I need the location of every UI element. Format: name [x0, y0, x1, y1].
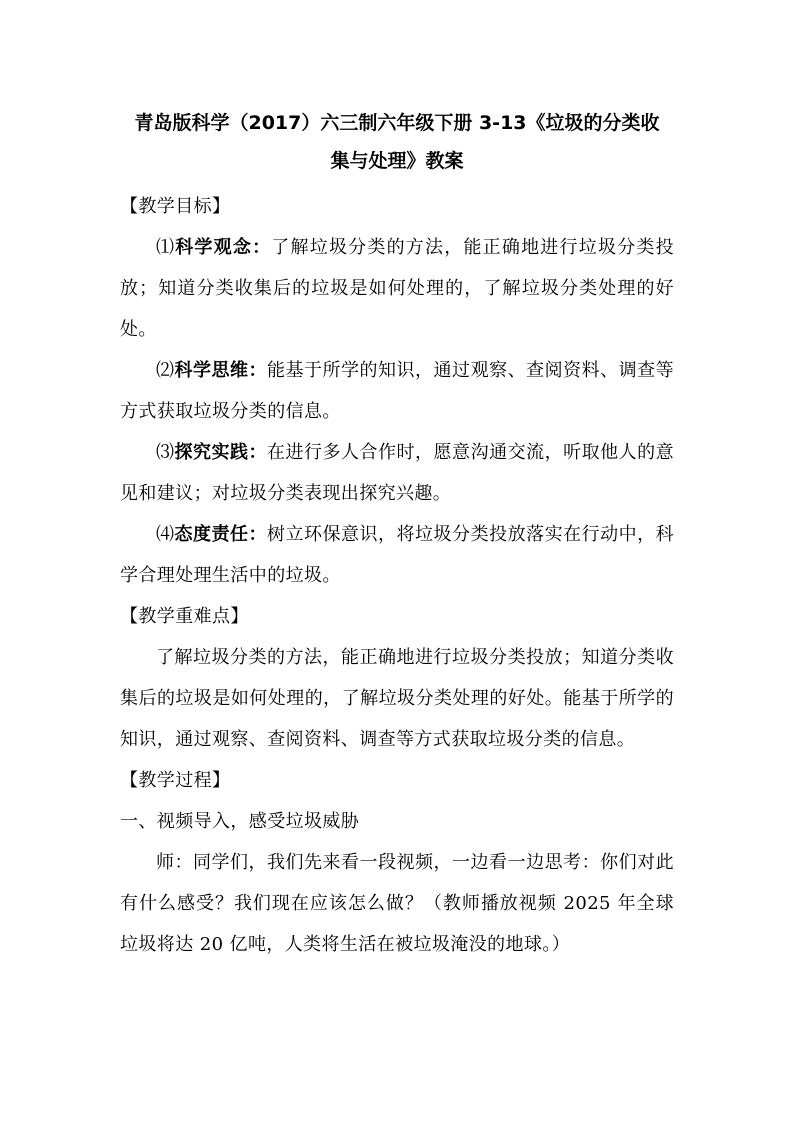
goal-paragraph-1 [120, 227, 674, 350]
goal-paragraph-3 [120, 432, 674, 514]
goal-label-2: 科学思维： [174, 360, 268, 381]
section-heading-goals: 【教学目标】 [120, 196, 231, 217]
goal-text-4: 树立环保意识，将垃圾分类投放落实在行动中，科学合理处理生活中的垃圾。 [120, 524, 674, 586]
section-heading-process: 【教学过程】 [120, 770, 231, 791]
title-line-1: 青岛版科学（2017）六三制六年级下册 3-13《垃圾的分类收 [134, 112, 660, 134]
goal-number-1: ⑴ [156, 237, 176, 258]
goal-label-4: 态度责任： [174, 524, 268, 545]
goal-label-3: 探究实践： [174, 442, 268, 463]
goal-paragraph-4 [120, 514, 674, 596]
goal-text-1: 了解垃圾分类的方法，能正确地进行垃圾分类投放；知道分类收集后的垃圾是如何处理的，了解垃圾分类处理的好处。 [120, 237, 674, 340]
step-1-paragraph: 师：同学们，我们先来看一段视频，一边看一边思考：你们对此有什么感受？我们现在应该怎么做？（教师播放视频 2025 年全球垃圾将达 20 亿吨，人类将生活在被垃圾淹没的地球。） [120, 852, 674, 955]
step-1-heading: 一、视频导入，感受垃圾威胁 [120, 811, 360, 832]
keypoints-paragraph: 了解垃圾分类的方法，能正确地进行垃圾分类投放；知道分类收集后的垃圾是如何处理的，了解垃圾分类处理的好处。能基于所学的知识，通过观察、查阅资料、调查等方式获取垃圾分类的信息。 [120, 647, 674, 750]
goal-number-3: ⑶ [156, 442, 175, 463]
goal-number-2: ⑵ [156, 360, 175, 381]
goal-label-1: 科学观念： [175, 237, 272, 258]
goal-paragraph-2 [120, 350, 674, 432]
goal-text-3: 在进行多人合作时，愿意沟通交流，听取他人的意见和建议；对垃圾分类表现出探究兴趣。 [120, 442, 674, 504]
title-line-2: 集与处理》教案 [330, 150, 464, 172]
goal-text-2: 能基于所学的知识，通过观察、查阅资料、调查等方式获取垃圾分类的信息。 [120, 360, 674, 422]
document-title [120, 0, 674, 180]
document-body [120, 186, 674, 965]
goal-number-4: ⑷ [156, 524, 175, 545]
section-heading-keypoints: 【教学重难点】 [120, 606, 249, 627]
